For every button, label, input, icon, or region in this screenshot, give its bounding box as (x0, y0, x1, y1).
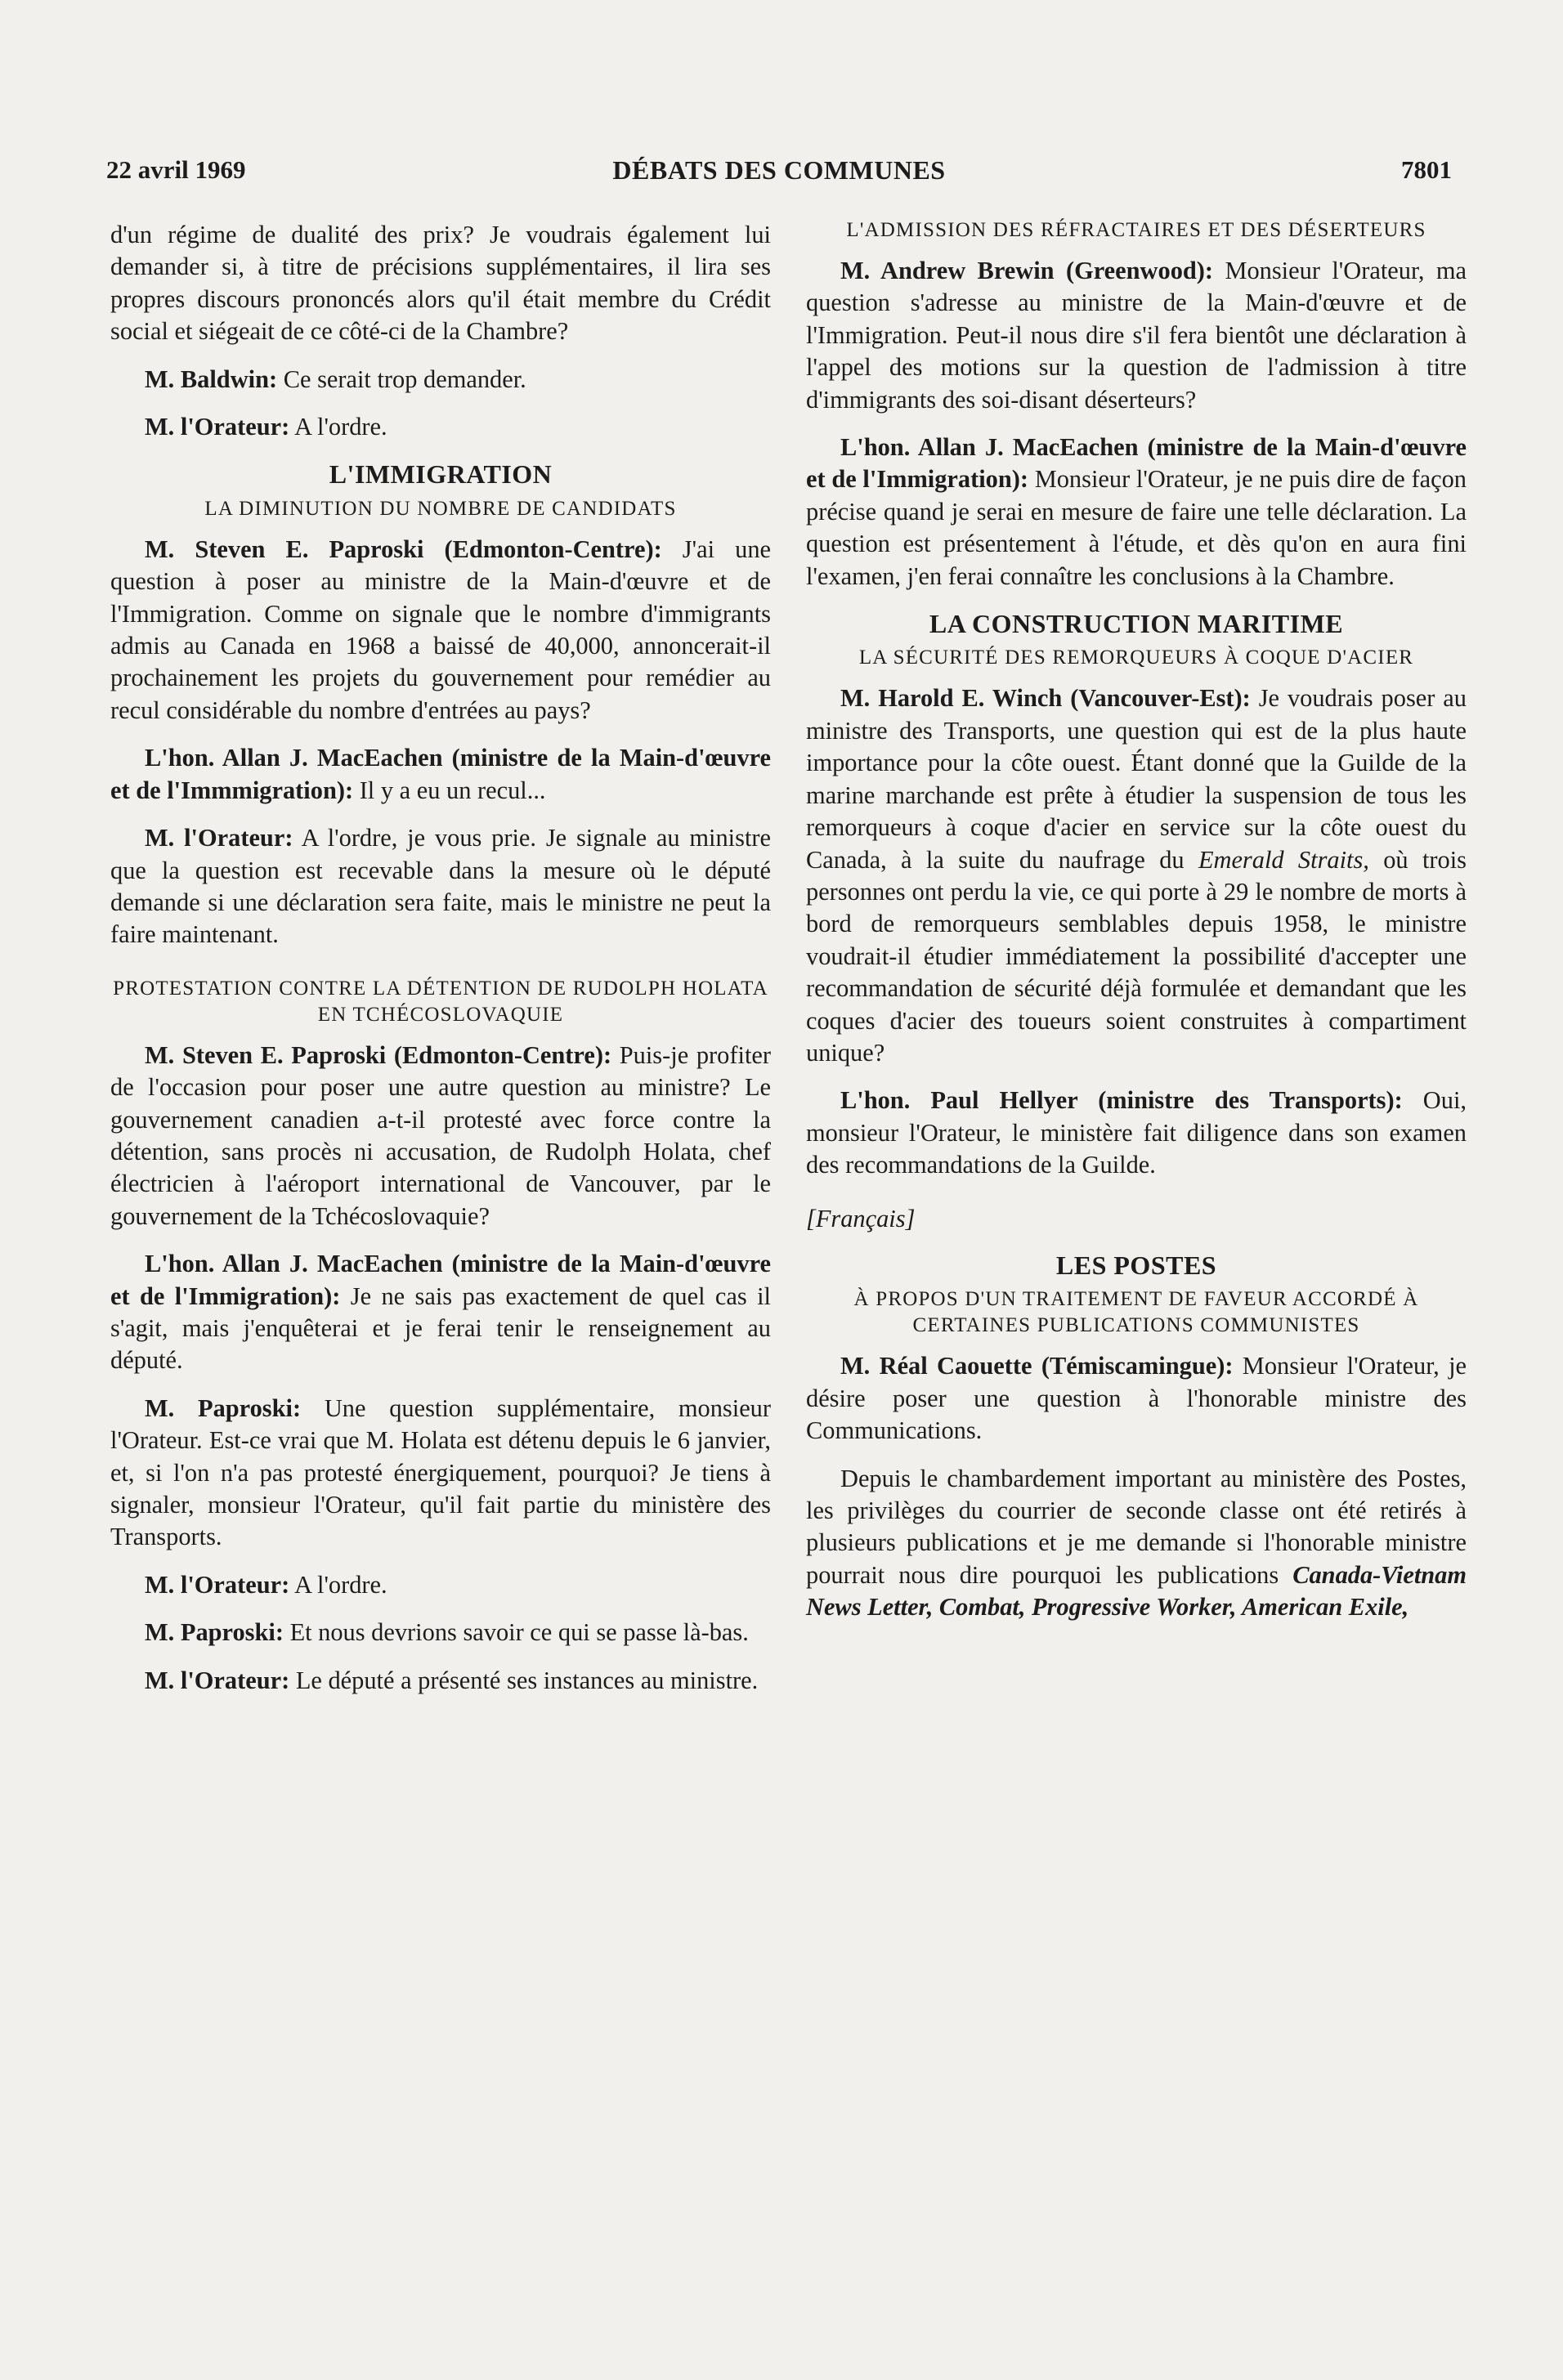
speech-text: Je voudrais poser au ministre des Transports, une question qui est de la plus haute importance pour la côte ouest. Étant donné que la Guilde de la marine marchande est prête à étudier la suspension de tous les remorqueurs à coque d'acier en service sur la côte ouest du Canada, à la suite du naufrage du (806, 684, 1467, 874)
section-title-postes: LES POSTES (1055, 1250, 1217, 1280)
speech-text: Il y a eu un recul... (353, 776, 546, 804)
speaker-name: M. l'Orateur: (145, 1666, 290, 1694)
page-header (106, 155, 1452, 188)
speech-speaker (110, 411, 771, 443)
header-date: 22 avril 1969 (106, 155, 246, 184)
speech-paproski (110, 534, 771, 727)
speaker-name: M. Andrew Brewin (Greenwood): (840, 257, 1214, 284)
speaker-name: M. Paproski: (145, 1618, 284, 1647)
speech-text: Je ne sais pas exactement de quel cas il s'agit, mais j'enquêterai et je ferai tenir le renseignement au député. (110, 1282, 772, 1375)
speech-text: où trois personnes ont perdu la vie, ce qui porte à 29 le nombre de morts à bord de remorqueurs semblables depuis 1958, le ministre voudrait-il étudier immédiatement la possibilité d'accepter une recommandation de sécurité déjà formulée et demandant que les coques d'acier des toueurs soient construites à compartiment unique? (806, 845, 1467, 1067)
speech-caouette-continued (806, 1463, 1467, 1624)
speaker-name: M. l'Orateur: (145, 824, 293, 852)
paragraph: d'un régime de dualité des prix? Je voudrais également lui demander si, à titre de précisions supplémentaires, il lira ses propres discours prononcés alors qu'il était membre du Crédit social et siégeait de ce côté-ci de la Chambre? (110, 221, 771, 346)
speech-caouette (806, 1350, 1467, 1447)
speaker-name: M. Harold E. Winch (Vancouver-Est): (840, 684, 1251, 713)
speech-maceachen (110, 1248, 771, 1377)
subsection-title: LA SÉCURITÉ DES REMORQUEURS À COQUE D'ACIER (858, 646, 1414, 669)
speaker-name: M. Steven E. Paproski (Edmonton-Centre): (145, 535, 662, 563)
speech-text: Monsieur l'Orateur, je ne puis dire de façon précise quand je serai en mesure de faire une telle déclaration. La question est présentement à l'étude, et dès qu'on en aura fini l'examen, j'en ferai connaître les conclusions à la Chambre. (806, 465, 1467, 590)
speech-text: Et nous devrions savoir ce qui se passe là-bas. (283, 1618, 749, 1647)
speaker-name: L'hon. Allan J. MacEachen (ministre de la Main-d'œuvre et de l'Immigration): (110, 1250, 771, 1310)
header-title: DÉBATS DES COMMUNES (612, 155, 946, 185)
publication-names: Canada-Vietnam News Letter, Combat, Progressive Worker, American Exile, (806, 1560, 1467, 1622)
speech-hellyer (806, 1085, 1467, 1181)
speech-text: Oui, monsieur l'Orateur, le ministère fait diligence dans son examen des recommandations de la Guilde. (806, 1086, 1467, 1179)
speech-text: Le député a présenté ses instances au ministre. (289, 1666, 759, 1694)
ship-name: Emerald Straits, (1198, 845, 1369, 874)
speech-text: Une question supplémentaire, monsieur l'Orateur. Est-ce vrai que M. Holata est détenu depuis le 6 janvier, et, si l'on n'a pas protesté énergiquement, pourquoi? Je tiens à signaler, monsieur l'Orateur, qu'il fait partie du ministère des Transports. (110, 1394, 771, 1551)
speech-text: Monsieur l'Orateur, ma question s'adresse au ministre de la Main-d'œuvre et de l'Immigration. Peut-il nous dire s'il fera bientôt une déclaration à l'appel des motions sur la question de l'admission à titre d'immigrants des soi-disant déserteurs? (806, 257, 1467, 414)
speech-text: Ce serait trop demander. (277, 365, 526, 393)
page-number: 7801 (1401, 155, 1452, 184)
speaker-name: M. Baldwin: (145, 365, 278, 393)
speech-speaker (110, 1569, 771, 1601)
left-column (110, 219, 771, 1712)
section-title-construction-maritime: LA CONSTRUCTION MARITIME (929, 609, 1344, 639)
speech-text: Monsieur l'Orateur, je désire poser une question à l'honorable ministre des Communications. (806, 1352, 1467, 1445)
speech-paproski (110, 1617, 771, 1649)
speech-winch (806, 682, 1467, 1069)
speaker-name: M. Réal Caouette (Témiscamingue): (840, 1352, 1234, 1380)
speaker-name: M. l'Orateur: (145, 413, 290, 441)
speech-text: A l'ordre, je vous prie. Je signale au ministre que la question est recevable dans la mesure où le député demande si une déclaration sera faite, mais le ministre ne peut la faire maintenant. (110, 824, 772, 949)
speech-maceachen (110, 742, 771, 807)
speech-maceachen (806, 432, 1467, 593)
speech-baldwin (110, 364, 771, 396)
speech-text: J'ai une question à poser au ministre de la Main-d'œuvre et de l'Immigration. Comme on signale que le nombre d'immigrants admis au Canada en 1968 a baissé de 40,000, annoncerait-il prochainement les projets du gouvernement pour remédier au recul considérable du nombre d'entrées au pays? (110, 535, 771, 724)
subsection-title: LA DIMINUTION DU NOMBRE DE CANDIDATS (204, 497, 677, 520)
speaker-name: M. Paproski: (145, 1394, 302, 1422)
language-note: [Français] (806, 1204, 916, 1232)
subsection-title: PROTESTATION CONTRE LA DÉTENTION DE RUDOLPH HOLATA EN TCHÉCOSLOVAQUIE (113, 977, 768, 1026)
speaker-name: L'hon. Paul Hellyer (ministre des Transports): (840, 1086, 1403, 1115)
section-title-immigration: L'IMMIGRATION (329, 459, 553, 490)
subsection-title: À PROPOS D'UN TRAITEMENT DE FAVEUR ACCORDÉ À CERTAINES PUBLICATIONS COMMUNISTES (853, 1288, 1419, 1337)
speech-brewin (806, 255, 1467, 416)
right-column (806, 219, 1467, 1640)
speech-speaker (110, 822, 771, 951)
speaker-name: L'hon. Allan J. MacEachen (ministre de la Main-d'œuvre et de l'Immmigration): (110, 744, 771, 804)
speech-text: Depuis le chambardement important au ministère des Postes, les privilèges du courrier de seconde classe ont été retirés à plusieurs publications et je me demande si l'honorable ministre pourrait nous dire pourquoi les publications (806, 1464, 1467, 1589)
speaker-name: M. Steven E. Paproski (Edmonton-Centre): (145, 1040, 612, 1069)
speech-paproski (110, 1040, 771, 1232)
speech-text: Puis-je profiter de l'occasion pour poser une autre question au ministre? Le gouvernement canadien a-t-il protesté avec force contre la détention, sans procès ni accusation, de Rudolph Holata, chef électricien à l'aéroport international de Vancouver, par le gouvernement de la Tchécoslovaquie? (110, 1040, 771, 1230)
speech-speaker (110, 1665, 771, 1697)
speech-text: A l'ordre. (289, 413, 387, 441)
speech-text: A l'ordre. (289, 1570, 387, 1599)
subsection-title: L'ADMISSION DES RÉFRACTAIRES ET DES DÉSERTEURS (846, 219, 1426, 241)
speaker-name: M. l'Orateur: (145, 1570, 290, 1599)
speaker-name: L'hon. Allan J. MacEachen (ministre de la Main-d'œuvre et de l'Immigration): (806, 433, 1467, 494)
speech-paproski (110, 1393, 771, 1554)
